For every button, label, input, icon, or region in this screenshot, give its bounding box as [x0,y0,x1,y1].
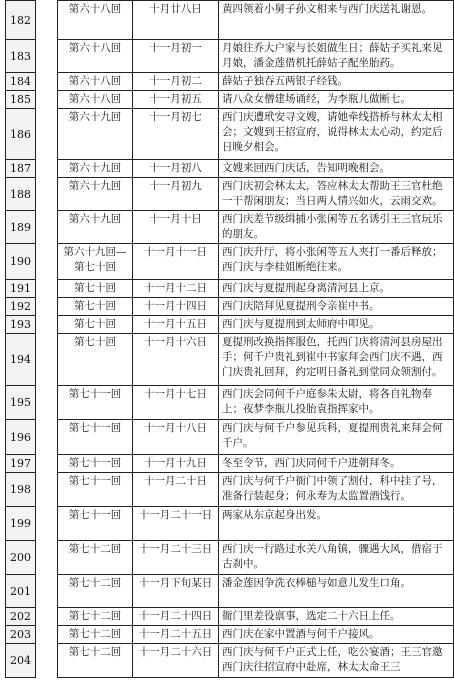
chapter-cell: 第七十一回 [58,507,133,541]
chapter-cell: 第七十一回 [58,386,133,420]
row-number: 194 [6,334,36,386]
table-row [6,455,454,473]
event-cell: 西门庆陪拜见夏提刑令亲崔中书。 [219,298,454,316]
date-cell: 十一月二十五日 [133,626,219,644]
chapter-cell: 第六十八回 [58,1,133,40]
table-row [6,541,454,575]
event-cell: 西门庆初会林太太，答应林太太帮助王三官杜绝一干帮闲朋友；当日两人情兴如火，云雨交欢。 [219,178,454,211]
row-gap [36,316,58,334]
table-row [6,160,454,178]
event-cell: 西门庆会同何千户庭参朱太尉，将各自礼物奉上；夜梦李瓶儿投胎袁指挥家中。 [219,386,454,420]
date-cell: 十一月初八 [133,160,219,178]
date-cell: 十一月十一日 [133,244,219,280]
event-cell: 西门庆差节级缉捕小张闲等五名诱引王三官玩乐的朋友。 [219,211,454,244]
row-number: 203 [6,626,36,644]
row-number: 191 [6,280,36,298]
row-gap [36,280,58,298]
table-row [6,386,454,420]
row-gap [36,575,58,608]
table-row [6,91,454,109]
event-cell: 文嫂来回西门庆话，告知明晚相会。 [219,160,454,178]
event-cell: 西门庆与何千户衙门中领了割付，科中挂了号，准备行装起身；何永寿为太监置酒饯行。 [219,473,454,507]
date-cell: 十一月初五 [133,91,219,109]
chapter-cell: 第六十九回 [58,160,133,178]
row-gap [36,473,58,507]
row-gap [36,507,58,541]
event-cell: 西门庆遭玳安寻文嫂，请她牵线搭桥与林太太相会；文嫂到王招宣府，说得林太太心动，约定后日晚夕相会。 [219,109,454,160]
row-gap [36,160,58,178]
row-number: 183 [6,40,36,73]
chapter-cell: 第七十二回 [58,644,133,678]
chapter-cell: 第七十回 [58,316,133,334]
table-row [6,644,454,678]
row-gap [36,626,58,644]
row-gap [36,608,58,626]
row-gap [36,386,58,420]
event-cell: 月娘往乔大户家与长姐做生日；薛姑子买礼来见月娘，潘金莲借机托薛姑子配坐胎药。 [219,40,454,73]
chapter-cell: 第七十一回 [58,455,133,473]
event-cell: 请八众女僧建场诵经，为李瓶儿做断七。 [219,91,454,109]
event-cell: 两家从东京起身出发。 [219,507,454,541]
row-number: 196 [6,420,36,455]
row-number: 193 [6,316,36,334]
row-number: 185 [6,91,36,109]
date-cell: 十一月二十六日 [133,644,219,678]
row-gap [36,298,58,316]
date-cell: 十一月十四日 [133,298,219,316]
row-number: 190 [6,244,36,280]
row-gap [36,244,58,280]
table-row [6,298,454,316]
event-cell: 西门庆与夏提刑起身离清河县上京。 [219,280,454,298]
table-row [6,316,454,334]
row-gap [36,109,58,160]
event-cell: 西门庆与何千户参见兵科，夏提刑贵礼来拜会何千户。 [219,420,454,455]
event-cell: 西门庆一行路过水关八角镇，骤遇大风，借宿于古刹中。 [219,541,454,575]
chapter-cell: 第七十二回 [58,541,133,575]
date-cell: 十一月二十一日 [133,507,219,541]
date-cell: 十一月十日 [133,211,219,244]
chapter-cell: 第七十回 [58,280,133,298]
event-cell: 西门庆与何千户正式上任，吃公宴酒；王三官邀西门庆往招宣府中赴席，林太太命王三 [219,644,454,678]
row-number: 197 [6,455,36,473]
event-cell: 薛姑子独吞五两银子经钱。 [219,73,454,91]
date-cell: 十一月二十日 [133,473,219,507]
date-cell: 十一月下旬某日 [133,575,219,608]
table-row [6,608,454,626]
table-row [6,178,454,211]
table-row [6,473,454,507]
date-cell: 十月廿八日 [133,1,219,40]
table-row [6,211,454,244]
chapter-cell: 第七十回 [58,334,133,386]
table-row [6,575,454,608]
row-number: 199 [6,507,36,541]
table-row [6,420,454,455]
table-row [6,626,454,644]
row-gap [36,1,58,40]
row-number: 184 [6,73,36,91]
row-number: 198 [6,473,36,507]
chapter-cell: 第六十九回 [58,109,133,160]
chapter-cell: 第七十二回 [58,575,133,608]
event-cell: 潘金莲因争洗衣棒槌与如意儿发生口角。 [219,575,454,608]
event-cell: 西门庆与夏提刑到太师府中叩见。 [219,316,454,334]
row-gap [36,541,58,575]
event-cell: 西门庆在家中置酒与何千户接风。 [219,626,454,644]
table-row [6,507,454,541]
row-number: 186 [6,109,36,160]
chronology-table-container [5,0,453,678]
date-cell: 十一月初七 [133,109,219,160]
date-cell: 十一月十五日 [133,316,219,334]
table-row [6,73,454,91]
date-cell: 十一月十七日 [133,386,219,420]
row-number: 189 [6,211,36,244]
chapter-cell: 第六十八回 [58,40,133,73]
row-gap [36,178,58,211]
chapter-cell: 第七十回 [58,298,133,316]
chapter-cell: 第六十九回—第七十回 [58,244,133,280]
table-body [6,1,454,678]
chapter-cell: 第七十一回 [58,420,133,455]
row-gap [36,455,58,473]
chapter-cell: 第七十二回 [58,608,133,626]
chronology-table [5,0,454,678]
chapter-cell: 第七十二回 [58,626,133,644]
chapter-cell: 第七十一回 [58,473,133,507]
date-cell: 十一月二十四日 [133,608,219,626]
row-number: 187 [6,160,36,178]
row-number: 200 [6,541,36,575]
date-cell: 十一月十八日 [133,420,219,455]
table-row [6,109,454,160]
date-cell: 十一月十六日 [133,334,219,386]
row-number: 201 [6,575,36,608]
table-row [6,244,454,280]
date-cell: 十一月十二日 [133,280,219,298]
row-number: 204 [6,644,36,678]
chapter-cell: 第六十八回 [58,91,133,109]
row-gap [36,211,58,244]
event-cell: 衙门里差役禀事，选定二十六日上任。 [219,608,454,626]
date-cell: 十一月十九日 [133,455,219,473]
date-cell: 十一月二十三日 [133,541,219,575]
row-gap [36,644,58,678]
row-gap [36,40,58,73]
event-cell: 夏提刑改换指挥服色，托西门庆将清河县房屋出手；何千户贵礼到崔中书家拜会西门庆不遇，西门庆贵礼回拜，约定明日备礼到堂同众领割付。 [219,334,454,386]
table-row [6,334,454,386]
row-gap [36,73,58,91]
chapter-cell: 第六十九回 [58,178,133,211]
date-cell: 十一月初二 [133,73,219,91]
row-number: 182 [6,1,36,40]
event-cell: 冬至令节，西门庆同何千户进朝拜冬。 [219,455,454,473]
row-gap [36,91,58,109]
table-row [6,1,454,40]
row-gap [36,334,58,386]
table-row [6,40,454,73]
row-number: 202 [6,608,36,626]
chapter-cell: 第六十九回 [58,211,133,244]
event-cell: 黄四领着小舅子孙文相来与西门庆送礼谢恩。 [219,1,454,40]
chapter-cell: 第六十八回 [58,73,133,91]
date-cell: 十一月初一 [133,40,219,73]
row-number: 192 [6,298,36,316]
date-cell: 十一月初九 [133,178,219,211]
row-number: 188 [6,178,36,211]
table-row [6,280,454,298]
row-number: 195 [6,386,36,420]
row-gap [36,420,58,455]
event-cell: 西门庆升厅，将小张闲等五人夹打一番后释放；西门庆与李桂姐断绝往来。 [219,244,454,280]
